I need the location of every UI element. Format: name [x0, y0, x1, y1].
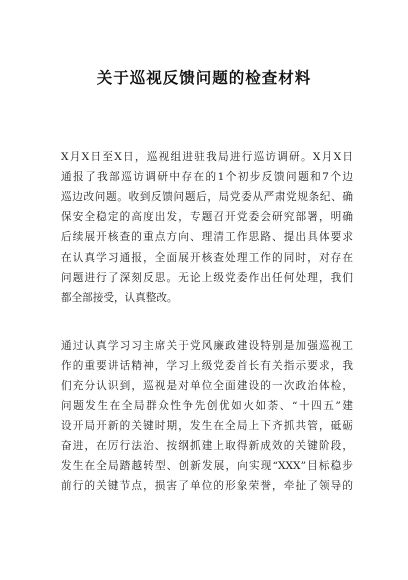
paragraph2-line-8: 前行的关键节点，损害了单位的形象荣誉，牵扯了领导的: [61, 480, 353, 492]
paragraph1-line-1: X月X日至X日，巡视组进驻我局进行巡访调研。X月X日: [61, 151, 353, 163]
paragraph1-line-5: 后续展开核查的重点方向、理清工作思路、提出具体要求: [61, 231, 353, 243]
paragraph1-line-6: 在认真学习通报，全面展开核查处理工作的同时，对存在: [61, 252, 353, 264]
paragraph1-line-7: 问题进行了深刻反思。无论上级党委作出任何处理，我们: [61, 272, 353, 284]
paragraph1-line-8: 都全部接受，认真整改。: [61, 292, 178, 304]
document-title: 关于巡视反馈问题的检查材料: [96, 69, 312, 87]
paragraph2-line-7: 发生在全局踏越转型、创新发展，向实现“XXX”目标稳步: [61, 460, 353, 472]
paragraph2-line-3: 们充分认识到，巡视是对单位全面建设的一次政治体检，: [61, 380, 353, 392]
paragraph2-line-6: 奋进，在厉行法治、按纲抓建上取得新成效的关键阶段，: [61, 440, 353, 452]
paragraph2-line-2: 作的重要讲话精神，学习上级党委首长有关指示要求，我: [61, 360, 353, 372]
paragraph2-line-5: 设开局开新的关键时期，发生在全局上下齐抓共管，砥砺: [61, 420, 353, 432]
paragraph2-line-1: 通过认真学习习主席关于党风廉政建设特别是加强巡视工: [61, 340, 353, 352]
paragraph1-line-4: 保安全稳定的高度出发，专题召开党委会研究部署，明确: [61, 211, 353, 223]
paragraph2-line-4: 问题发生在全局群众性争先创优如火如荼、“十四五”建: [61, 400, 353, 412]
paragraph1-line-3: 巡边改问题。收到反馈问题后，局党委从严肃党规条纪、确: [61, 191, 353, 203]
paragraph1-line-2: 通报了我部巡访调研中存在的1个初步反馈问题和7个边: [61, 171, 353, 183]
